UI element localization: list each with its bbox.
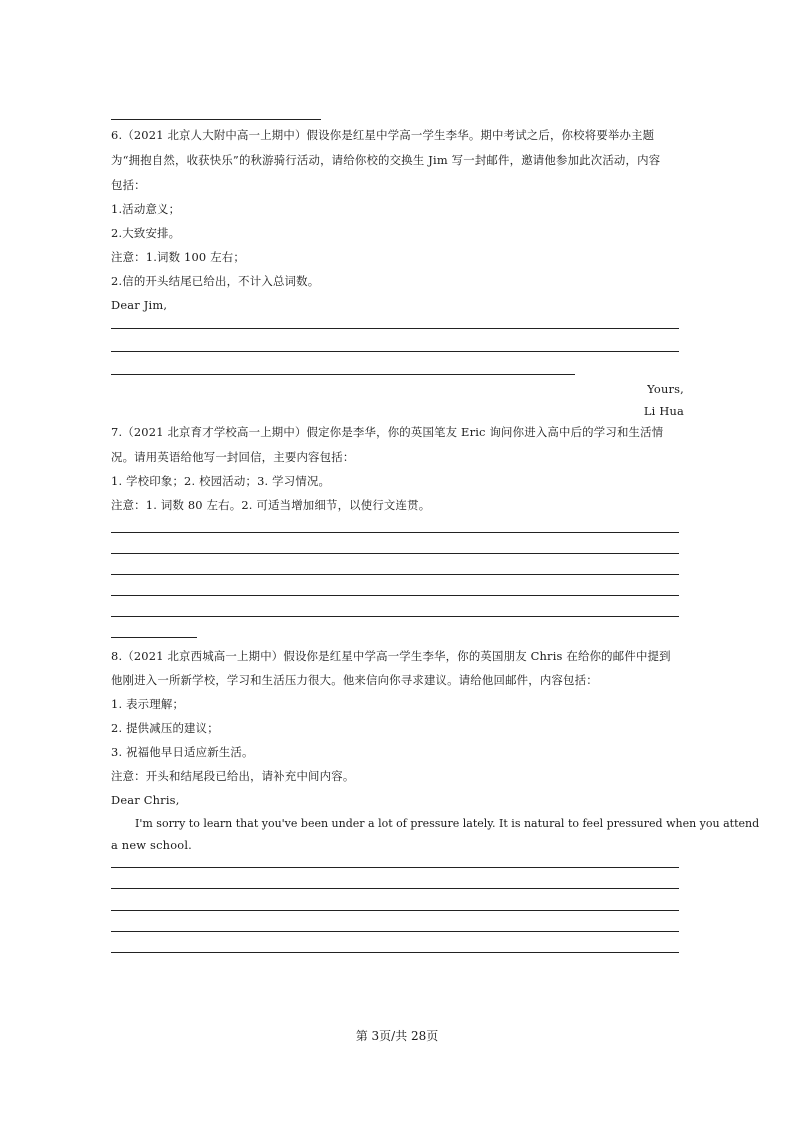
q6-item1: 1.活动意义；	[111, 202, 181, 216]
page-number: 第 3页/共 28页	[355, 1029, 439, 1043]
q8-note: 注意：开头和结尾段已给出，请补充中间内容。	[111, 769, 355, 783]
q8-title-line1: 8.（2021 北京西城高一上期中）假设你是红星中学高一学生李华，你的英国朋友 Chris 在给你的邮件中提到	[111, 649, 671, 663]
answer-line	[111, 532, 679, 533]
q7-note: 注意：1. 词数 80 左右。2. 可适当增加细节，以使行文连贯。	[111, 498, 431, 512]
answer-line	[111, 328, 679, 329]
q8-greeting: Dear Chris,	[111, 793, 180, 807]
q8-item3: 3. 祝福他早日适应新生活。	[111, 745, 254, 759]
answer-line	[111, 931, 679, 932]
answer-line	[111, 574, 679, 575]
q8-title-line2: 他刚进入一所新学校，学习和生活压力很大。他来信向你寻求建议。请给他回邮件，内容包括：	[111, 673, 598, 687]
q6-item2: 2.大致安排。	[111, 226, 181, 240]
q7-title-line1: 7.（2021 北京育才学校高一上期中）假定你是李华，你的英国笔友 Eric 询问你进入高中后的学习和生活情	[111, 425, 664, 439]
q8-item2: 2. 提供减压的建议；	[111, 721, 219, 735]
q6-note2: 2.信的开头结尾已给出，不计入总词数。	[111, 274, 320, 288]
answer-line	[111, 616, 679, 617]
q7-title-line2: 况。请用英语给他写一封回信，主要内容包括：	[111, 450, 355, 464]
answer-line	[111, 867, 679, 868]
answer-line	[111, 888, 679, 889]
answer-line	[111, 119, 321, 120]
q8-body-line2: a new school.	[111, 838, 192, 852]
q6-title-line1: 6.（2021 北京人大附中高一上期中）假设你是红星中学高一学生李华。期中考试之后，你校将要举办主题	[111, 128, 655, 142]
answer-line	[111, 374, 575, 375]
q6-title-line3: 包括：	[111, 178, 146, 192]
q8-body-line1: I'm sorry to learn that you've been under a lot of pressure lately. It is natural to feel pressured when you attend	[135, 817, 760, 830]
q6-greeting: Dear Jim,	[111, 298, 168, 312]
answer-line	[111, 351, 679, 352]
answer-line	[111, 910, 679, 911]
answer-line	[111, 637, 197, 638]
q6-signature: Li Hua	[643, 404, 684, 418]
answer-line	[111, 952, 679, 953]
answer-line	[111, 595, 679, 596]
q7-items: 1. 学校印象；2. 校园活动；3. 学习情况。	[111, 474, 331, 488]
q8-item1: 1. 表示理解；	[111, 697, 185, 711]
q6-closing: Yours,	[647, 382, 684, 396]
q6-title-line2: 为“拥抱自然，收获快乐”的秋游骑行活动，请给你校的交换生 Jim 写一封邮件，邀请他参加此次活动，内容	[111, 153, 661, 167]
q6-note1: 注意：1.词数 100 左右；	[111, 250, 245, 264]
answer-line	[111, 553, 679, 554]
